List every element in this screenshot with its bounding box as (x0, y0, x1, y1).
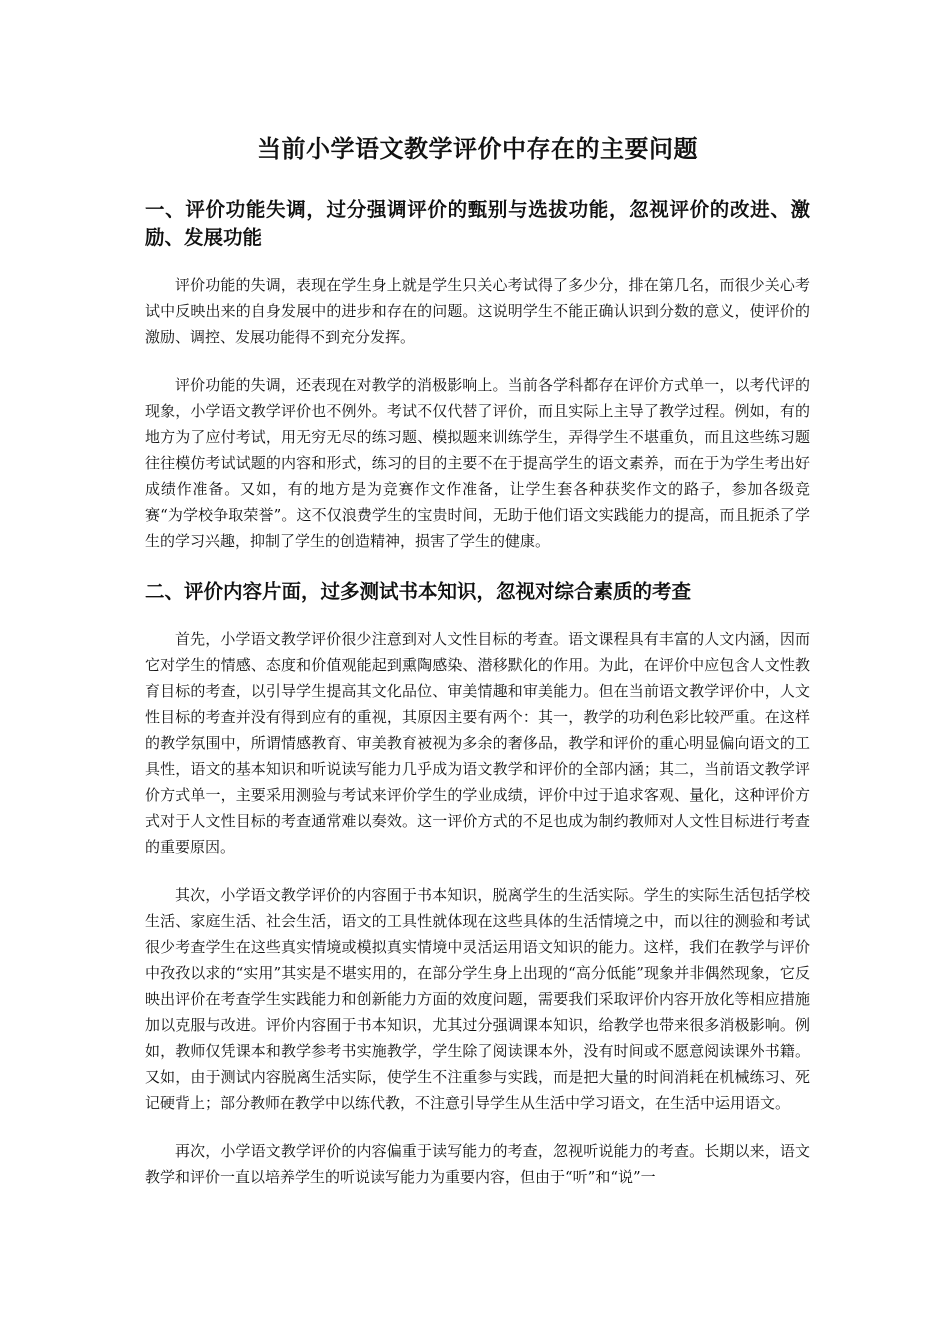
section-heading: 一、评价功能失调，过分强调评价的甄别与选拔功能，忽视评价的改进、激励、发展功能 (145, 198, 810, 249)
document-title: 当前小学语文教学评价中存在的主要问题 (257, 135, 698, 163)
section-heading: 二、评价内容片面，过多测试书本知识，忽视对综合素质的考查 (145, 580, 692, 603)
paragraph: 评价功能的失调，表现在学生身上就是学生只关心考试得了多少分，排在第几名，而很少关心考试中反映出来的自身发展中的进步和存在的问题。这说明学生不能正确认识到分数的意义，使评价的激励、调控、发展功能得不到充分发挥。 (145, 276, 810, 346)
paragraph: 评价功能的失调，还表现在对教学的消极影响上。当前各学科都存在评价方式单一，以考代评的现象，小学语文教学评价也不例外。考试不仅代替了评价，而且实际上主导了教学过程。例如，有的地方为了应付考试，用无穷无尽的练习题、模拟题来训练学生，弄得学生不堪重负，而且这些练习题往往模仿考试试题的内容和形式，练习的目的主要不在于提高学生的语文素养，而在于为学生考出好成绩作准备。又如，有的地方是为竞赛作文作准备，让学生套各种获奖作文的路子，参加各级竞赛“为学校争取荣誉”。这不仅浪费学生的宝贵时间，无助于他们语文实践能力的提高，而且扼杀了学生的学习兴趣，抑制了学生的创造精神，损害了学生的健康。 (145, 376, 810, 550)
section-1 (145, 196, 810, 554)
paragraph: 首先，小学语文教学评价很少注意到对人文性目标的考查。语文课程具有丰富的人文内涵，因而它对学生的情感、态度和价值观能起到熏陶感染、潜移默化的作用。为此，在评价中应包含人文性教育目标的考查，以引导学生提高其文化品位、审美情趣和审美能力。但在当前语文教学评价中，人文性目标的考查并没有得到应有的重视，其原因主要有两个：其一，教学的功利色彩比较严重。在这样的教学氛围中，所谓情感教育、审美教育被视为多余的奢侈品，教学和评价的重心明显偏向语文的工具性，语文的基本知识和听说读写能力几乎成为语文教学和评价的全部内涵；其二，当前语文教学评价方式单一，主要采用测验与考试来评价学生的学业成绩，评价中过于追求客观、量化，这种评价方式对于人文性目标的考查通常难以奏效。这一评价方式的不足也成为制约教师对人文性目标进行考查的重要原因。 (145, 630, 810, 856)
section-2 (145, 578, 810, 1190)
paragraph: 再次，小学语文教学评价的内容偏重于读写能力的考查，忽视听说能力的考查。长期以来，语文教学和评价一直以培养学生的听说读写能力为重要内容，但由于“听”和“说”一 (145, 1142, 810, 1186)
paragraph: 其次，小学语文教学评价的内容囿于书本知识，脱离学生的生活实际。学生的实际生活包括学校生活、家庭生活、社会生活，语文的工具性就体现在这些具体的生活情境之中，而以往的测验和考试很少考查学生在这些真实情境或模拟真实情境中灵活运用语文知识的能力。这样，我们在教学与评价中孜孜以求的“实用”其实是不堪实用的，在部分学生身上出现的“高分低能”现象并非偶然现象，它反映出评价在考查学生实践能力和创新能力方面的效度问题，需要我们采取评价内容开放化等相应措施加以克服与改进。评价内容囿于书本知识，尤其过分强调课本知识，给教学也带来很多消极影响。例如，教师仅凭课本和教学参考书实施教学，学生除了阅读课本外，没有时间或不愿意阅读课外书籍。又如，由于测试内容脱离生活实际，使学生不注重参与实践，而是把大量的时间消耗在机械练习、死记硬背上；部分教师在教学中以练代教，不注意引导学生从生活中学习语文，在生活中运用语文。 (145, 886, 810, 1112)
